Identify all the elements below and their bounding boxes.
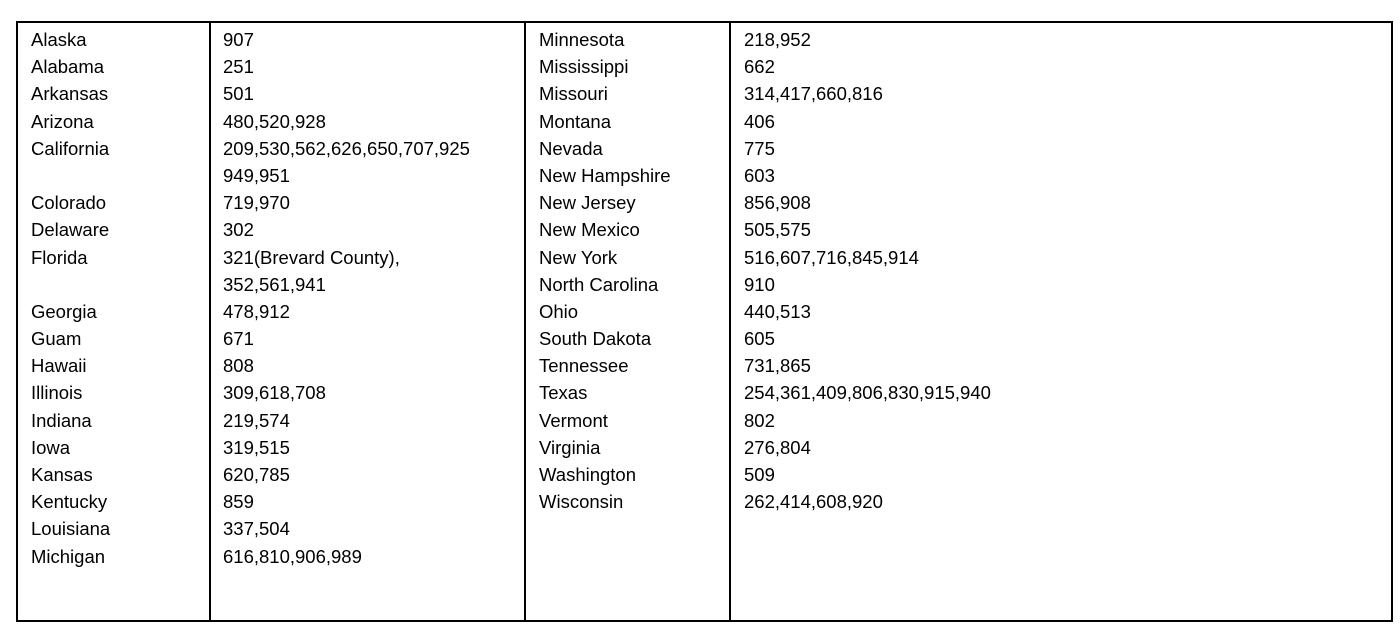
- state-name: North Carolina: [539, 273, 659, 295]
- state-column-left: [18, 23, 209, 620]
- area-codes: 731,865: [744, 355, 811, 377]
- state-name: Tennessee: [539, 355, 629, 377]
- state-name: Iowa: [31, 436, 71, 458]
- state-name: Michigan: [31, 545, 106, 567]
- area-codes: 352,561,941: [223, 273, 326, 295]
- state-name: Kansas: [31, 464, 93, 485]
- state-name: Indiana: [31, 409, 92, 431]
- area-codes: 516,607,716,845,914: [744, 246, 919, 268]
- state-name: Guam: [31, 328, 82, 350]
- area-codes: 302: [223, 219, 254, 241]
- area-codes: 802: [744, 409, 775, 431]
- area-codes: 719,970: [223, 192, 290, 214]
- area-codes: 480,520,928: [223, 110, 326, 132]
- state-name: New Hampshire: [539, 164, 671, 186]
- area-code-list-right: [744, 26, 1389, 515]
- state-name: Texas: [539, 382, 588, 404]
- area-codes: 605: [744, 328, 775, 350]
- area-codes: 309,618,708: [223, 382, 326, 404]
- state-name: [31, 271, 205, 298]
- area-codes: 671: [223, 328, 254, 350]
- state-name: Georgia: [31, 300, 97, 322]
- state-name: Virginia: [539, 436, 601, 458]
- area-codes: 251: [223, 56, 254, 78]
- area-codes: 219,574: [223, 409, 290, 431]
- state-list-left: [31, 26, 205, 570]
- state-name: Montana: [539, 110, 611, 132]
- area-codes: 505,575: [744, 219, 811, 241]
- state-name: California: [31, 137, 110, 159]
- area-codes: 907: [223, 29, 254, 50]
- state-column-right: [524, 23, 729, 620]
- area-codes: 209,530,562,626,650,707,925: [223, 137, 470, 159]
- state-name: Delaware: [31, 219, 110, 241]
- area-codes: 509: [744, 464, 775, 485]
- area-code-column-left: [209, 23, 524, 620]
- state-name: Arkansas: [31, 83, 109, 105]
- state-name: Louisiana: [31, 518, 111, 540]
- state-name: Alabama: [31, 56, 105, 78]
- state-name: Minnesota: [539, 29, 625, 50]
- state-name: Missouri: [539, 83, 608, 105]
- state-name: Florida: [31, 246, 88, 268]
- state-name: [31, 162, 205, 189]
- state-name: Arizona: [31, 110, 94, 132]
- area-codes: 501: [223, 83, 254, 105]
- state-name: Mississippi: [539, 56, 629, 78]
- area-codes: 314,417,660,816: [744, 83, 883, 105]
- area-codes: 319,515: [223, 436, 290, 458]
- state-name: South Dakota: [539, 328, 652, 350]
- state-name: New Mexico: [539, 219, 640, 241]
- area-codes: 440,513: [744, 300, 811, 322]
- area-codes: 478,912: [223, 300, 290, 322]
- state-name: New York: [539, 246, 618, 268]
- area-codes: 603: [744, 164, 775, 186]
- state-name: Nevada: [539, 137, 603, 159]
- state-name: Illinois: [31, 382, 83, 404]
- state-name: Colorado: [31, 192, 107, 214]
- area-codes: 662: [744, 56, 775, 78]
- area-codes: 321(Brevard County),: [223, 246, 400, 268]
- area-codes: 276,804: [744, 436, 811, 458]
- state-name: Vermont: [539, 409, 608, 431]
- state-name: Washington: [539, 464, 637, 485]
- state-name: New Jersey: [539, 192, 636, 214]
- area-codes: 808: [223, 355, 254, 377]
- area-codes: 616,810,906,989: [223, 545, 362, 567]
- state-name: Wisconsin: [539, 491, 624, 513]
- area-code-list-left: [223, 26, 520, 570]
- area-code-table: [16, 21, 1393, 622]
- area-codes: 254,361,409,806,830,915,940: [744, 382, 991, 404]
- state-name: Ohio: [539, 300, 579, 322]
- area-codes: 262,414,608,920: [744, 491, 883, 513]
- area-code-column-right: [729, 23, 1393, 620]
- state-name: Kentucky: [31, 491, 108, 513]
- area-codes: 949,951: [223, 164, 290, 186]
- state-name: Alaska: [31, 29, 87, 50]
- area-codes: 337,504: [223, 518, 290, 540]
- state-list-right: [539, 26, 725, 515]
- state-name: Hawaii: [31, 355, 87, 377]
- area-codes: 856,908: [744, 192, 811, 214]
- area-codes: 406: [744, 110, 775, 132]
- area-codes: 859: [223, 491, 254, 513]
- area-codes: 620,785: [223, 464, 290, 485]
- area-codes: 218,952: [744, 29, 811, 50]
- area-codes: 775: [744, 137, 775, 159]
- area-codes: 910: [744, 273, 775, 295]
